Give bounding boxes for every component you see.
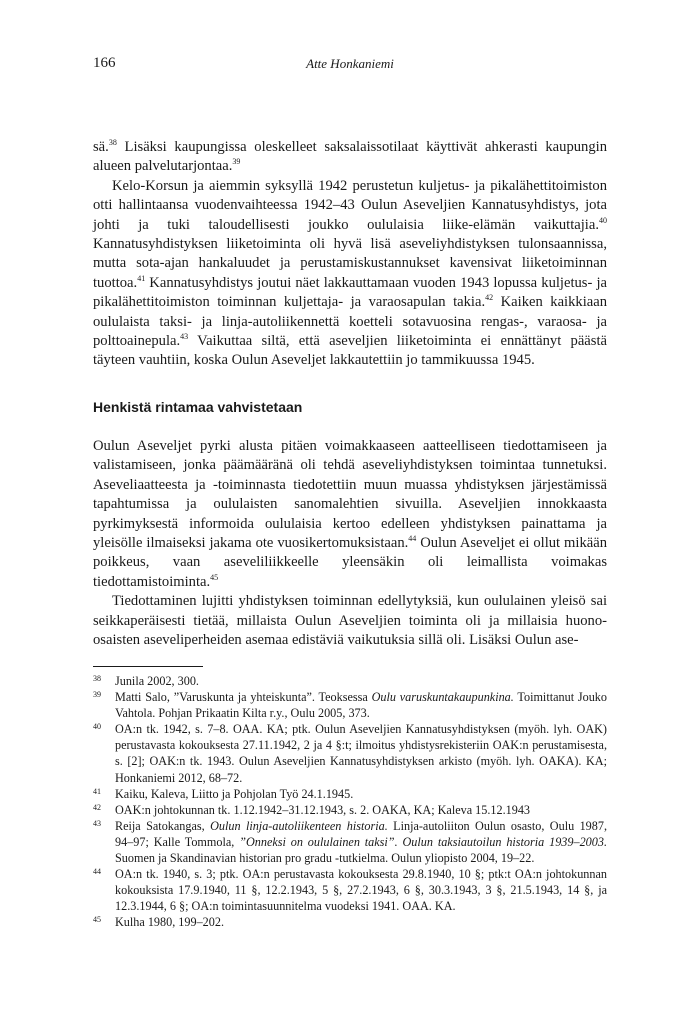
footnote-text-run: Suomen ja Skandinavian historian pro gradu -tutkielma. Oulun yliopisto 2004, 19–22. [115, 851, 535, 866]
footnote-number: 39 [93, 690, 101, 700]
footnote-text-run: OA:n tk. 1940, s. 3; ptk. OA:n perustavasta kokouksesta 29.8.1940, 10 §; ptk:t OA:n johtokunnan kokouksista 17.9.1940, 11 §, 12.2.1943, 5 §, 27.2.1943, 6 §, 30.3.1943, 3 §, 21.5.1943, 14 §, ja 12.3.1944, 6 §; OA:n toimintasuunnitelma vuodeksi 1941. OAA. KA. [115, 867, 607, 914]
footnote-number: 43 [93, 818, 101, 828]
footnote [93, 786, 607, 802]
text-run: sä. [93, 139, 109, 155]
text-run: Oulun Aseveljet pyrki alusta pitäen voimakkaaseen aatteelliseen tiedottamiseen ja valistamiseen, jonka päämääränä oli tehdä aseveliyhdistyksen toimintaa tunnetuksi. Aseveliaatteesta ja -toiminnasta tiedotettiin muun muassa yhdistyksen järjestämissä tapahtumissa ja oululaisten sanomalehtien sivuilla. Aseveljien innokkaasta pyrkimyksestä informoida oululaisia kertoo edelleen yhdistyksen painattama ja yleisölle ilmaiseksi jakama ote vuosikertomuksistaan. [93, 437, 607, 551]
footnote-text-run: OAK:n johtokunnan tk. 1.12.1942–31.12.1943, s. 2. OAKA, KA; Kaleva 15.12.1943 [115, 802, 531, 817]
footnote [93, 673, 607, 689]
footnote-text [115, 866, 607, 914]
paragraph-3 [93, 437, 607, 592]
page-number: 166 [93, 55, 116, 71]
note-ref[interactable]: 38 [108, 138, 117, 148]
footnote-text-run: Reija Satokangas, [115, 818, 211, 833]
text-run: Oulun Aseveljet ei ollut mikään poikkeus, vaan aseveliliikkeelle yleensäkin oli leimallista voimakas tiedottamistoiminta. [93, 534, 608, 590]
text-run: Kannatusyhdistys joutui näet lakkauttamaan vuoden 1943 lopussa kuljetus- ja pikalähettitoimiston toiminnan kuljettaja- ja varaosapulan takia. [93, 274, 607, 311]
text-run: Lisäksi kaupungissa oleskelleet saksalaissotilaat käyttivät ahkerasti kaupungin alueen palvelutarjontaa. [93, 139, 607, 175]
text-run: Vaikuttaa siltä, että aseveljien liiketoiminta ei ennättänyt päästä täyteen vauhtiin, koska Oulun Aseveljet lakkautettiin jo tammikuussa 1945. [93, 333, 607, 369]
footnote-rule [93, 666, 203, 667]
text-run: Kelo-Korsun ja aiemmin syksyllä 1942 perustetun kuljetus- ja pikalähettitoimiston otti hallintaansa vuodenvaihteessa 1942–43 Oulun Aseveljien Kannatusyhdistys, jota johti ja tuki taloudellisesti joukko oululaisia liike-elämän vaikuttajia. [93, 177, 607, 233]
footnote-text [115, 673, 607, 689]
footnote-number: 40 [93, 722, 101, 732]
footnote-text [115, 721, 607, 785]
note-ref[interactable]: 40 [599, 215, 607, 225]
footnote-text-run: ”Onneksi on oululainen taksi”. Oulun taksiautoilun historia 1939–2003. [239, 834, 607, 849]
text-run: Kaiken kaikkiaan oululaista taksi- ja linja-autoliikennettä koetteli sotavuosina rengas-, varaosa- ja polttoainepula. [93, 294, 607, 350]
footnote [93, 818, 607, 866]
footnote-text-run: Kulha 1980, 199–202. [115, 915, 225, 930]
footnote-text [115, 786, 607, 802]
running-head: Atte Honkaniemi [306, 56, 394, 71]
footnote [93, 689, 607, 721]
footnote-number: 41 [93, 786, 101, 796]
text-run: Kannatusyhdistyksen liiketoiminta oli hyvä lisä aseveliyhdistyksen tulonsaannissa, mutta sota-ajan hankaluudet ja perustamiskustannukset kavensivat liiketoiminnan tuottoa. [93, 236, 607, 291]
note-ref[interactable]: 39 [232, 157, 241, 167]
footnote-text [115, 689, 607, 721]
section-heading: Henkistä rintamaa vahvistetaan [93, 398, 303, 415]
footnote-text-run: Kaiku, Kaleva, Liitto ja Pohjolan Työ 24.1.1945. [115, 786, 354, 801]
note-ref[interactable]: 44 [408, 534, 417, 544]
footnote [93, 866, 607, 914]
footnote-text-run: Oulun linja-autoliikenteen historia. [210, 818, 388, 833]
footnotes [93, 673, 607, 931]
footnote [93, 914, 607, 930]
footnote-text-run: Linja-autoliiton Oulun osasto, Oulu 1987, 94–97; Kalle Tommola, [115, 818, 607, 849]
note-ref[interactable]: 41 [137, 273, 146, 283]
footnote [93, 721, 607, 785]
footnote-text-run: Oulu varuskuntakaupunkina. [371, 690, 514, 705]
paragraph-4: Tiedottaminen lujitti yhdistyksen toiminnan edellytyksiä, kun oululainen yleisö sai seikkaperäisesti tietää, millaista Oulun Aseveljien toiminta oli ja millaisia huono-osaisten aseveliperheiden asemaa edistäviä vaikutuksia sillä oli. Lisäksi Oulun ase- [93, 593, 607, 648]
paragraph-2 [93, 177, 607, 371]
footnote-text [115, 802, 607, 818]
footnote-text-run: Toimittanut Jouko Vahtola. Pohjan Prikaatin Kilta r.y., Oulu 2005, 373. [115, 690, 607, 721]
footnote-text [115, 818, 607, 866]
footnote-text-run: Matti Salo, ”Varuskunta ja yhteiskunta”. Teoksessa [115, 690, 372, 705]
footnote-text-run: OA:n tk. 1942, s. 7–8. OAA. KA; ptk. Oulun Aseveljien Kannatusyhdistyksen (myöh. lyh. OAK) perustavasta kokouksesta 27.11.1942, 2 ja 4 §:t; ilmoitus yhdistysrekisteriin OAK:n perustamisesta, s. [2]; OAK:n tk. 1943. Oulun Aseveljien Kannatusyhdistyksen arkisto (myöh. lyh. OAKA). KA; Honkaniemi 2012, 68–72. [115, 722, 607, 785]
note-ref[interactable]: 42 [485, 293, 494, 303]
footnote-number: 45 [93, 915, 101, 925]
note-ref[interactable]: 43 [180, 332, 189, 342]
footnote-number: 38 [93, 674, 101, 683]
footnote-text [115, 914, 607, 930]
paragraph-1 [93, 138, 607, 177]
note-ref[interactable]: 45 [210, 572, 219, 582]
footnote [93, 802, 607, 818]
footnote-text-run: Junila 2002, 300. [115, 674, 199, 688]
footnote-number: 42 [93, 802, 101, 812]
footnote-number: 44 [93, 867, 101, 877]
body-text [93, 138, 607, 650]
